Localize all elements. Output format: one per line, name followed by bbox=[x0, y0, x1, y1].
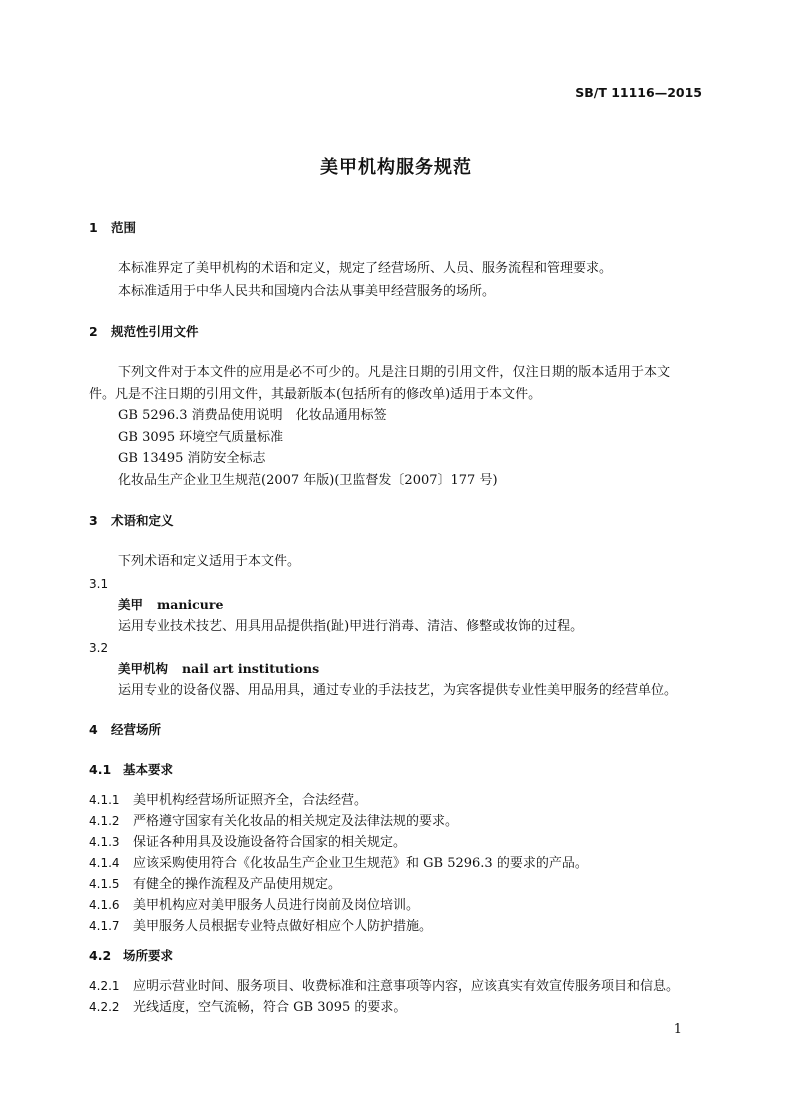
document-title: 美甲机构服务规范 bbox=[320, 157, 472, 178]
section-4-heading bbox=[89, 721, 161, 739]
normative-reference bbox=[118, 429, 283, 447]
clause-text: 美甲服务人员根据专业特点做好相应个人防护措施。 bbox=[133, 919, 433, 934]
clause-text: 应明示营业时间、服务项目、收费标准和注意事项等内容，应该真实有效宣传服务项目和信息。 bbox=[133, 979, 680, 994]
paragraph: 下列术语和定义适用于本文件。 bbox=[118, 554, 301, 569]
section-number: 2 bbox=[89, 324, 98, 339]
term-en: manicure bbox=[157, 597, 224, 612]
subsection-number: 4.1 bbox=[89, 762, 112, 777]
section-1-heading bbox=[89, 219, 136, 237]
paragraph: 本标准适用于中华人民共和国境内合法从事美甲经营服务的场所。 bbox=[118, 284, 496, 299]
clause-number: 4.1.7 bbox=[89, 919, 120, 933]
reference-title: 消防安全标志 bbox=[187, 451, 266, 466]
term-en: nail art institutions bbox=[182, 661, 320, 676]
section-title: 范围 bbox=[111, 220, 137, 235]
clause bbox=[89, 896, 419, 915]
clause-text: 有健全的操作流程及产品使用规定。 bbox=[133, 877, 342, 892]
subsection-4-1-heading bbox=[89, 761, 173, 779]
paragraph: 下列文件对于本文件的应用是必不可少的。凡是注日期的引用文件，仅注日期的版本适用于本文 bbox=[118, 365, 671, 380]
section-title: 经营场所 bbox=[111, 722, 162, 737]
standard-code: SB/T 11116—2015 bbox=[575, 85, 702, 100]
section-title: 规范性引用文件 bbox=[111, 324, 199, 339]
term-entry bbox=[118, 596, 223, 614]
section-number: 1 bbox=[89, 220, 98, 235]
clause-text: 严格遵守国家有关化妆品的相关规定及法律法规的要求。 bbox=[133, 814, 459, 829]
clause-text: 美甲机构经营场所证照齐全，合法经营。 bbox=[133, 793, 368, 808]
paragraph: 件。凡是不注日期的引用文件，其最新版本(包括所有的修改单)适用于本文件。 bbox=[89, 387, 542, 402]
section-number: 4 bbox=[89, 722, 98, 737]
clause bbox=[89, 791, 367, 810]
term-definition: 运用专业的设备仪器、用品用具，通过专业的手法技艺，为宾客提供专业性美甲服务的经营单位。 bbox=[118, 683, 678, 698]
clause bbox=[89, 812, 458, 831]
clause-number: 4.1.6 bbox=[89, 898, 120, 912]
section-2-heading bbox=[89, 323, 199, 341]
normative-reference: 化妆品生产企业卫生规范(2007 年版)(卫监督发〔2007〕177 号) bbox=[118, 473, 498, 488]
reference-title: 环境空气质量标准 bbox=[179, 430, 284, 445]
clause-text: 应该采购使用符合《化妆品生产企业卫生规范》和 GB 5296.3 的要求的产品。 bbox=[133, 856, 588, 871]
term-zh: 美甲 bbox=[118, 597, 144, 612]
clause bbox=[89, 917, 432, 936]
normative-reference bbox=[118, 407, 387, 425]
clause-number: 4.1.4 bbox=[89, 856, 120, 870]
clause bbox=[89, 854, 588, 873]
term-number: 3.1 bbox=[89, 577, 109, 591]
page-number: 1 bbox=[673, 1022, 682, 1037]
term-definition: 运用专业技术技艺、用具用品提供指(趾)甲进行消毒、清洁、修整或妆饰的过程。 bbox=[118, 619, 584, 634]
section-title: 术语和定义 bbox=[111, 513, 174, 528]
section-number: 3 bbox=[89, 513, 98, 528]
reference-code: GB 13495 bbox=[118, 451, 184, 466]
clause-number: 4.1.1 bbox=[89, 793, 120, 807]
subsection-4-2-heading bbox=[89, 947, 173, 965]
section-3-heading bbox=[89, 512, 174, 530]
term-entry bbox=[118, 660, 319, 678]
paragraph: 本标准界定了美甲机构的术语和定义，规定了经营场所、人员、服务流程和管理要求。 bbox=[118, 261, 613, 276]
clause bbox=[89, 833, 406, 852]
reference-code: GB 3095 bbox=[118, 430, 176, 445]
clause bbox=[89, 977, 679, 996]
normative-reference bbox=[118, 450, 265, 468]
term-number: 3.2 bbox=[89, 641, 109, 655]
clause-text: 美甲机构应对美甲服务人员进行岗前及岗位培训。 bbox=[133, 898, 420, 913]
subsection-title: 基本要求 bbox=[123, 762, 174, 777]
clause-number: 4.1.2 bbox=[89, 814, 120, 828]
clause-text: 保证各种用具及设施设备符合国家的相关规定。 bbox=[133, 835, 407, 850]
term-zh: 美甲机构 bbox=[118, 661, 169, 676]
clause-number: 4.2.2 bbox=[89, 1000, 120, 1014]
subsection-number: 4.2 bbox=[89, 948, 112, 963]
reference-title: 消费品使用说明 化妆品通用标签 bbox=[191, 408, 387, 423]
reference-code: GB 5296.3 bbox=[118, 408, 188, 423]
subsection-title: 场所要求 bbox=[123, 948, 174, 963]
clause bbox=[89, 875, 341, 894]
clause bbox=[89, 998, 406, 1017]
clause-number: 4.1.3 bbox=[89, 835, 120, 849]
clause-number: 4.1.5 bbox=[89, 877, 120, 891]
clause-text: 光线适度，空气流畅，符合 GB 3095 的要求。 bbox=[133, 1000, 407, 1015]
clause-number: 4.2.1 bbox=[89, 979, 120, 993]
